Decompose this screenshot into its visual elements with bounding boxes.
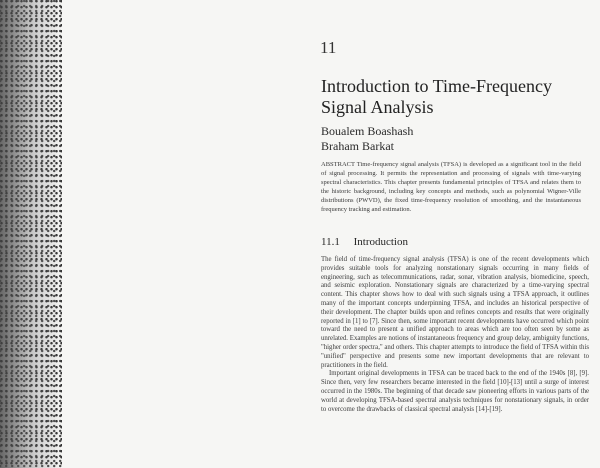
- section-title: Introduction: [353, 236, 408, 248]
- paragraph: Important original developments in TFSA can be traced back to the end of the 1940s [8], [9]. Since then, very few researchers became interested in the field [10]-[13] until a surge of interest occurred in the 1980s. The beginning of that decade saw pioneering efforts in various parts of the world at developing TFSA-based spectral analysis techniques for nonstationary signals, in order to overcome the drawbacks of classical spectral analysis [14]-[19].: [321, 370, 589, 413]
- author-name: Braham Barkat: [321, 139, 394, 153]
- section-number: 11.1: [321, 236, 340, 248]
- chapter-title-line-1: Introduction to Time-Frequency: [321, 76, 552, 96]
- paragraph: The field of time-frequency signal analysis (TFSA) is one of the recent developments which provides suitable tools for analyzing nonstationary signals occurring in many fields of engineering, such as telecommunications, radar, sonar, vibration analysis, biomedicine, speech, and seismic exploration. Nonstationary signals are characterized by a time-varying spectral content. This chapter shows how to deal with such signals using a TFSA approach, it outlines many of the important concepts underpinning TFSA, and includes an historical perspective of their development. The chapter builds upon and refines concepts and results that were originally reported in [1] to [7]. Since then, some important recent developments have occurred which point toward the need to present a unified approach to areas which are too often seen by some as unrelated. Examples are notions of instantaneous frequency and group delay, ambiguity functions, "higher order spectra," and others. This chapter attempts to introduce the field of TFSA within this "unified" perspective and presents some new important developments that are relevant to practitioners in the field.: [321, 256, 589, 369]
- author-name: Boualem Boashash: [321, 124, 414, 138]
- author-list: [321, 124, 413, 154]
- section-heading: [321, 236, 408, 248]
- chapter-title: [321, 76, 581, 118]
- abstract-text: ABSTRACT Time-frequency signal analysis (TFSA) is developed as a significant tool in the field of signal processing. It permits the representation and processing of signals with time-varying spectral characteristics. This chapter presents fundamental principles of TFSA and relates them to the historic background, including key concepts and methods, such as polynomial Wigner-Ville distributions (PWVD), the fixed time-frequency resolution of smoothing, and the instantaneous frequency tracking and estimation.: [321, 161, 581, 213]
- body-text: [321, 256, 589, 414]
- chapter-number: 11: [320, 38, 337, 57]
- chapter-title-line-2: Signal Analysis: [321, 97, 434, 117]
